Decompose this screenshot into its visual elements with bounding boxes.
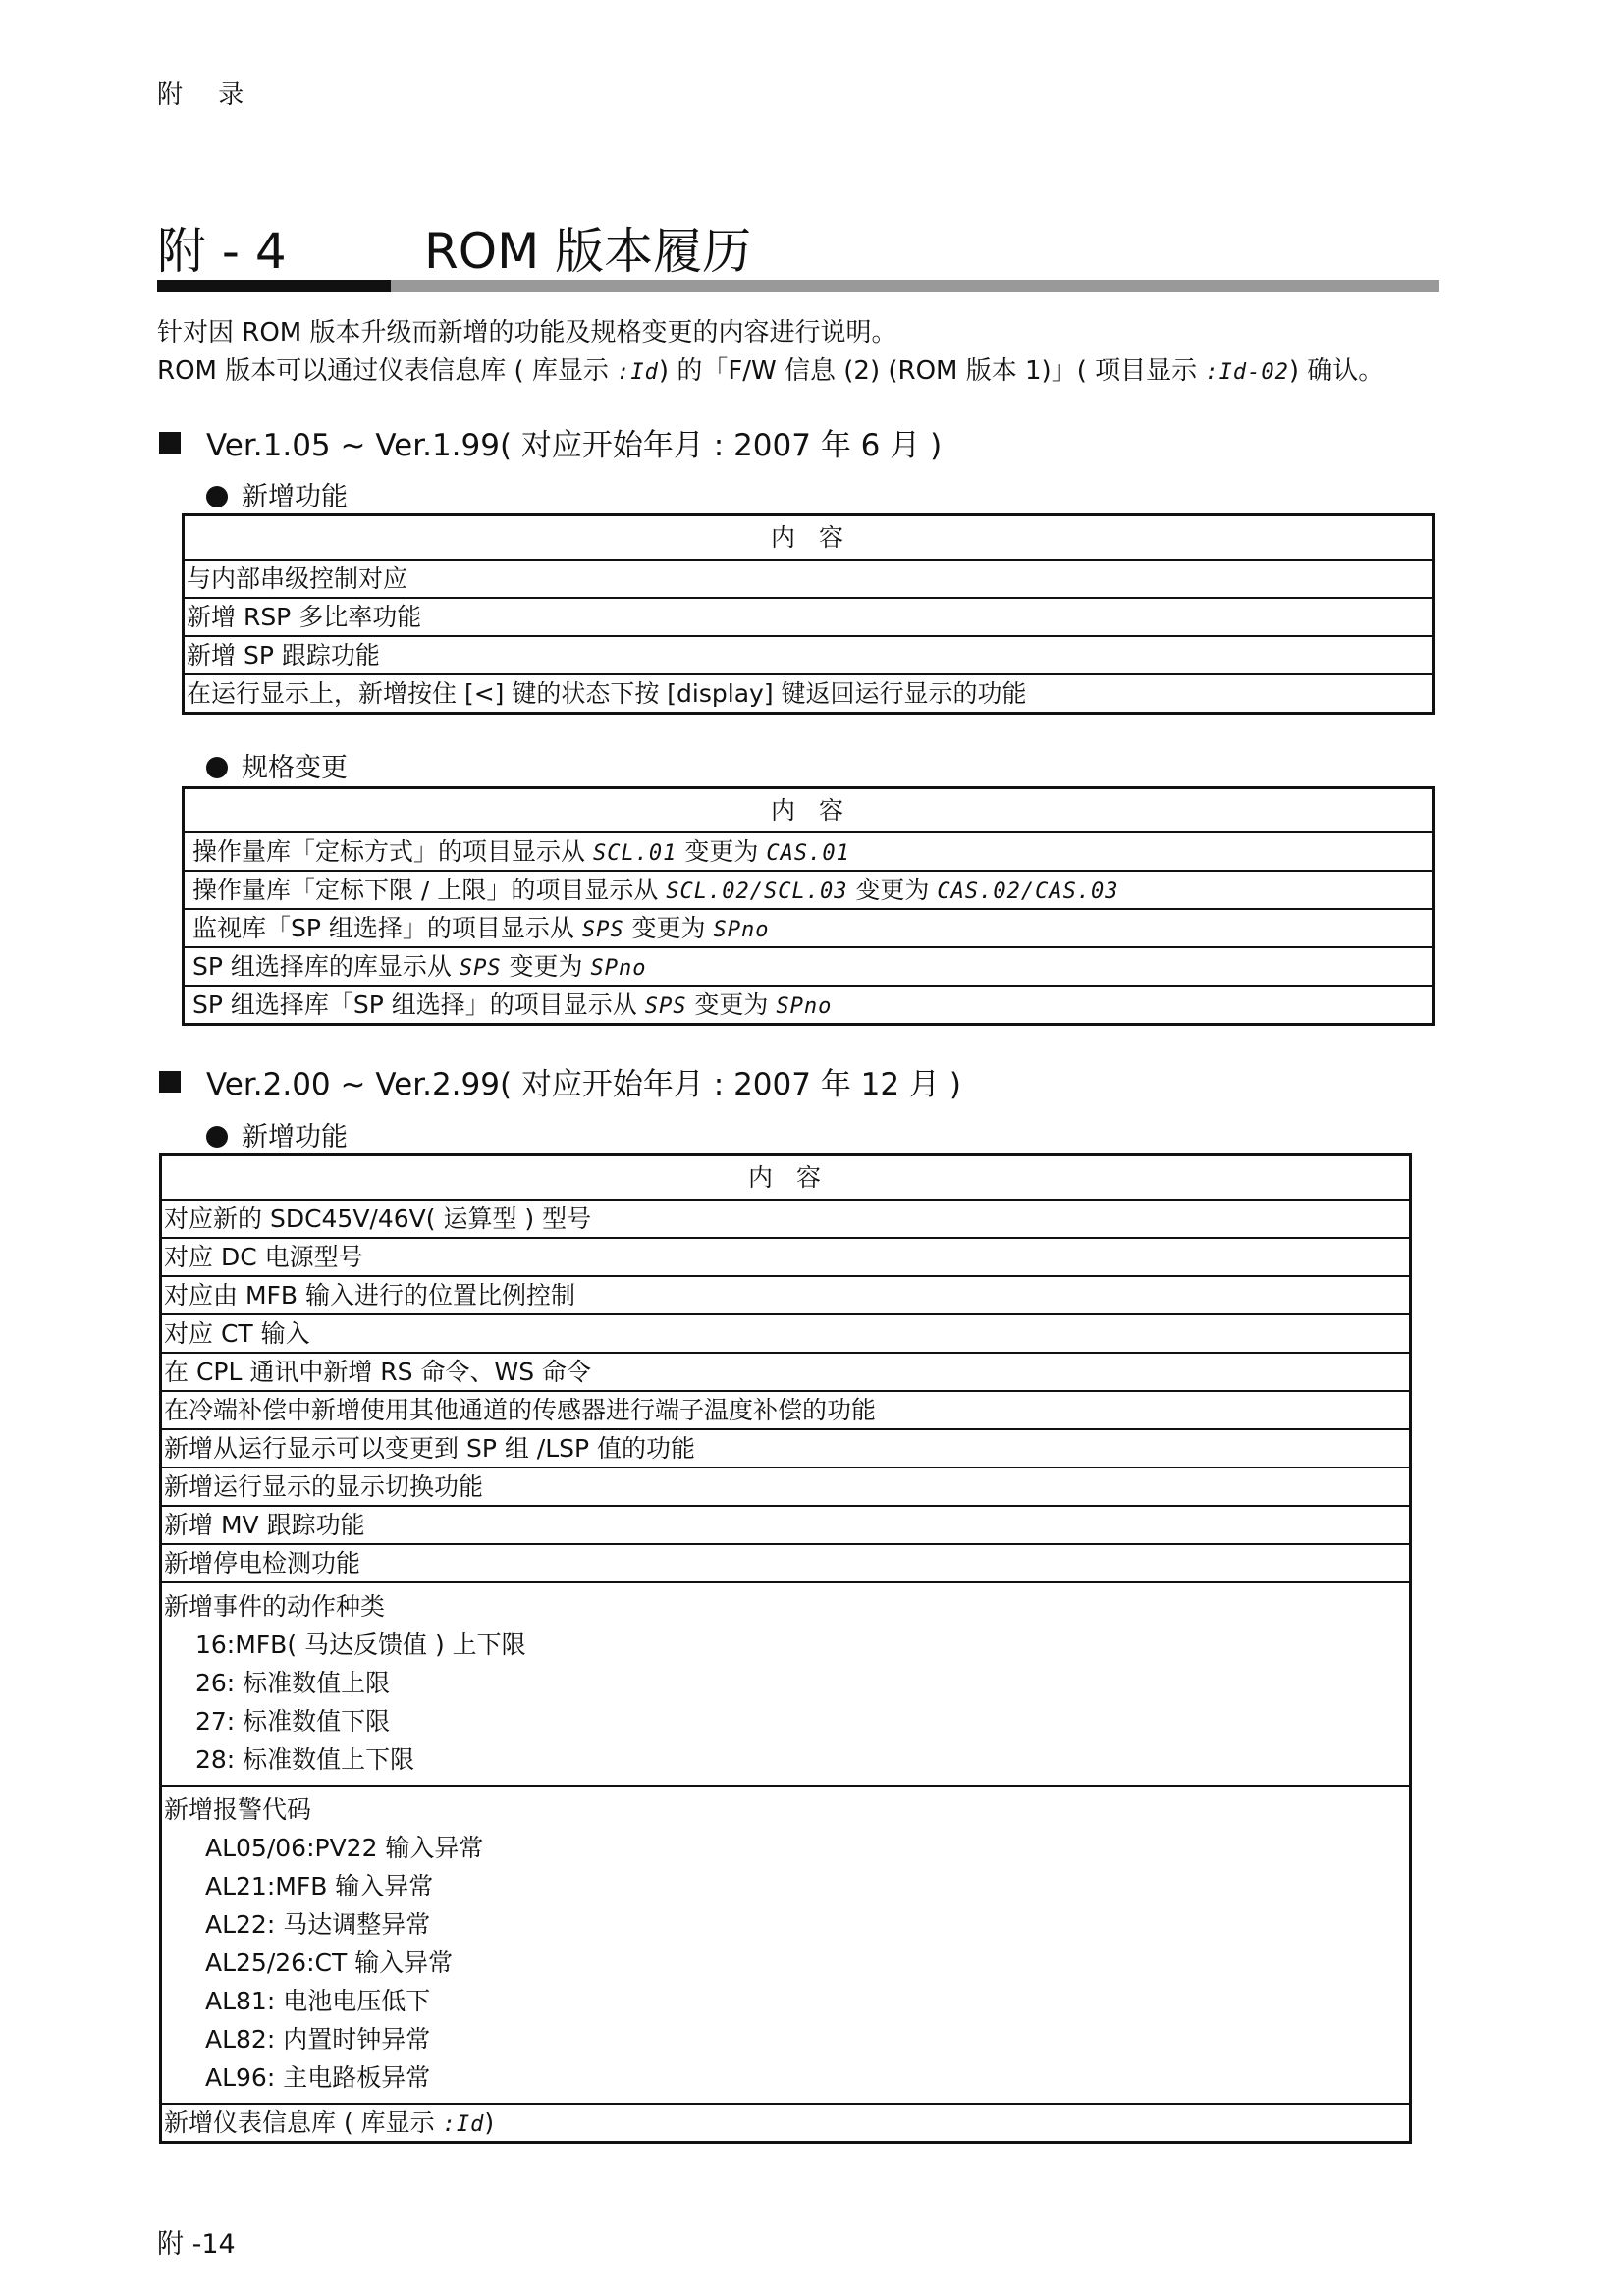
- list-item: 28: 标准数值上下限: [195, 1745, 415, 1774]
- square-bullet-icon: [159, 432, 181, 454]
- table-row: 监视库「SP 组选择」的项目显示从 SPS 变更为 SPno: [184, 909, 1434, 947]
- title-underline-gray: [391, 280, 1439, 292]
- list-item: AL81: 电池电压低下: [205, 1987, 431, 2015]
- subheading-added-v1: 新增功能: [206, 475, 348, 513]
- added-functions-table-v2: [159, 1153, 1412, 2144]
- table-row: 新增停电检测功能: [161, 1544, 1411, 1582]
- circle-bullet-icon: [206, 757, 228, 778]
- intro-line-2: ROM 版本可以通过仪表信息库 ( 库显示 :Id) 的「F/W 信息 (2) (ROM 版本 1)」( 项目显示 :Id-02) 确认。: [157, 356, 1384, 386]
- table-row: 新增 SP 跟踪功能: [184, 636, 1434, 674]
- alarm-codes-row: 新增报警代码 AL05/06:PV22 输入异常 AL21:MFB 输入异常 AL22: 马达调整异常 AL25/26:CT 输入异常 AL81: 电池电压低下 AL82: 内置时钟异常 AL96: 主电路板异常: [161, 1786, 1411, 2104]
- table-header: 内容: [184, 515, 1434, 561]
- table-header: 内容: [184, 788, 1434, 833]
- table-row: 对应由 MFB 输入进行的位置比例控制: [161, 1276, 1411, 1314]
- table-row: 操作量库「定标方式」的项目显示从 SCL.01 变更为 CAS.01: [184, 832, 1434, 871]
- segment-display-code: :Id-02: [1205, 360, 1289, 385]
- list-item: AL21:MFB 输入异常: [205, 1872, 434, 1900]
- section-label: 附 录: [157, 80, 258, 110]
- page-title-number: 附 - 4: [157, 223, 287, 280]
- table-header: 内容: [161, 1155, 1411, 1201]
- list-item: AL05/06:PV22 输入异常: [205, 1834, 484, 1862]
- table-row: 对应 DC 电源型号: [161, 1238, 1411, 1276]
- list-item: AL96: 主电路板异常: [205, 2063, 431, 2092]
- table-row: 新增从运行显示可以变更到 SP 组 /LSP 值的功能: [161, 1429, 1411, 1468]
- list-item: 26: 标准数值上限: [195, 1669, 391, 1697]
- table-row: SP 组选择库「SP 组选择」的项目显示从 SPS 变更为 SPno: [184, 986, 1434, 1025]
- table-row: SP 组选择库的库显示从 SPS 变更为 SPno: [184, 947, 1434, 986]
- spec-change-table-v1: [182, 786, 1435, 1026]
- title-underline-dark: [157, 280, 391, 292]
- list-item: AL82: 内置时钟异常: [205, 2025, 431, 2054]
- table-row: 对应新的 SDC45V/46V( 运算型 ) 型号: [161, 1200, 1411, 1238]
- section-heading-v1: Ver.1.05 ~ Ver.1.99( 对应开始年月 : 2007 年 6 月 ): [159, 420, 942, 464]
- added-functions-table-v1: [182, 513, 1435, 715]
- square-bullet-icon: [159, 1071, 181, 1093]
- table-row: 在运行显示上，新增按住 [<] 键的状态下按 [display] 键返回运行显示的功能: [184, 674, 1434, 714]
- table-row: 在 CPL 通讯中新增 RS 命令、WS 命令: [161, 1353, 1411, 1391]
- table-row: 新增 MV 跟踪功能: [161, 1506, 1411, 1544]
- table-row: 在冷端补偿中新增使用其他通道的传感器进行端子温度补偿的功能: [161, 1391, 1411, 1429]
- list-item: AL25/26:CT 输入异常: [205, 1949, 454, 1977]
- page-number: 附 -14: [157, 2229, 236, 2260]
- list-item: 16:MFB( 马达反馈值 ) 上下限: [195, 1630, 526, 1659]
- section-heading-v2: Ver.2.00 ~ Ver.2.99( 对应开始年月 : 2007 年 12 月 ): [159, 1059, 961, 1103]
- subheading-added-v2: 新增功能: [206, 1115, 348, 1153]
- circle-bullet-icon: [206, 486, 228, 507]
- table-row: 新增运行显示的显示切换功能: [161, 1468, 1411, 1506]
- page-title: ROM 版本履历: [424, 223, 752, 280]
- event-types-row: 新增事件的动作种类 16:MFB( 马达反馈值 ) 上下限 26: 标准数值上限 27: 标准数值下限 28: 标准数值上下限: [161, 1582, 1411, 1786]
- table-row: 新增仪表信息库 ( 库显示 :Id): [161, 2104, 1411, 2143]
- intro-line-1: 针对因 ROM 版本升级而新增的功能及规格变更的内容进行说明。: [157, 318, 897, 347]
- list-item: AL22: 马达调整异常: [205, 1910, 431, 1939]
- table-row: 新增 RSP 多比率功能: [184, 598, 1434, 636]
- list-item: 27: 标准数值下限: [195, 1707, 391, 1735]
- table-row: 对应 CT 输入: [161, 1314, 1411, 1353]
- table-row: 操作量库「定标下限 / 上限」的项目显示从 SCL.02/SCL.03 变更为 CAS.02/CAS.03: [184, 871, 1434, 909]
- table-row: 与内部串级控制对应: [184, 560, 1434, 598]
- circle-bullet-icon: [206, 1126, 228, 1148]
- segment-display-code: :Id: [617, 360, 659, 385]
- subheading-changed-v1: 规格变更: [206, 746, 348, 784]
